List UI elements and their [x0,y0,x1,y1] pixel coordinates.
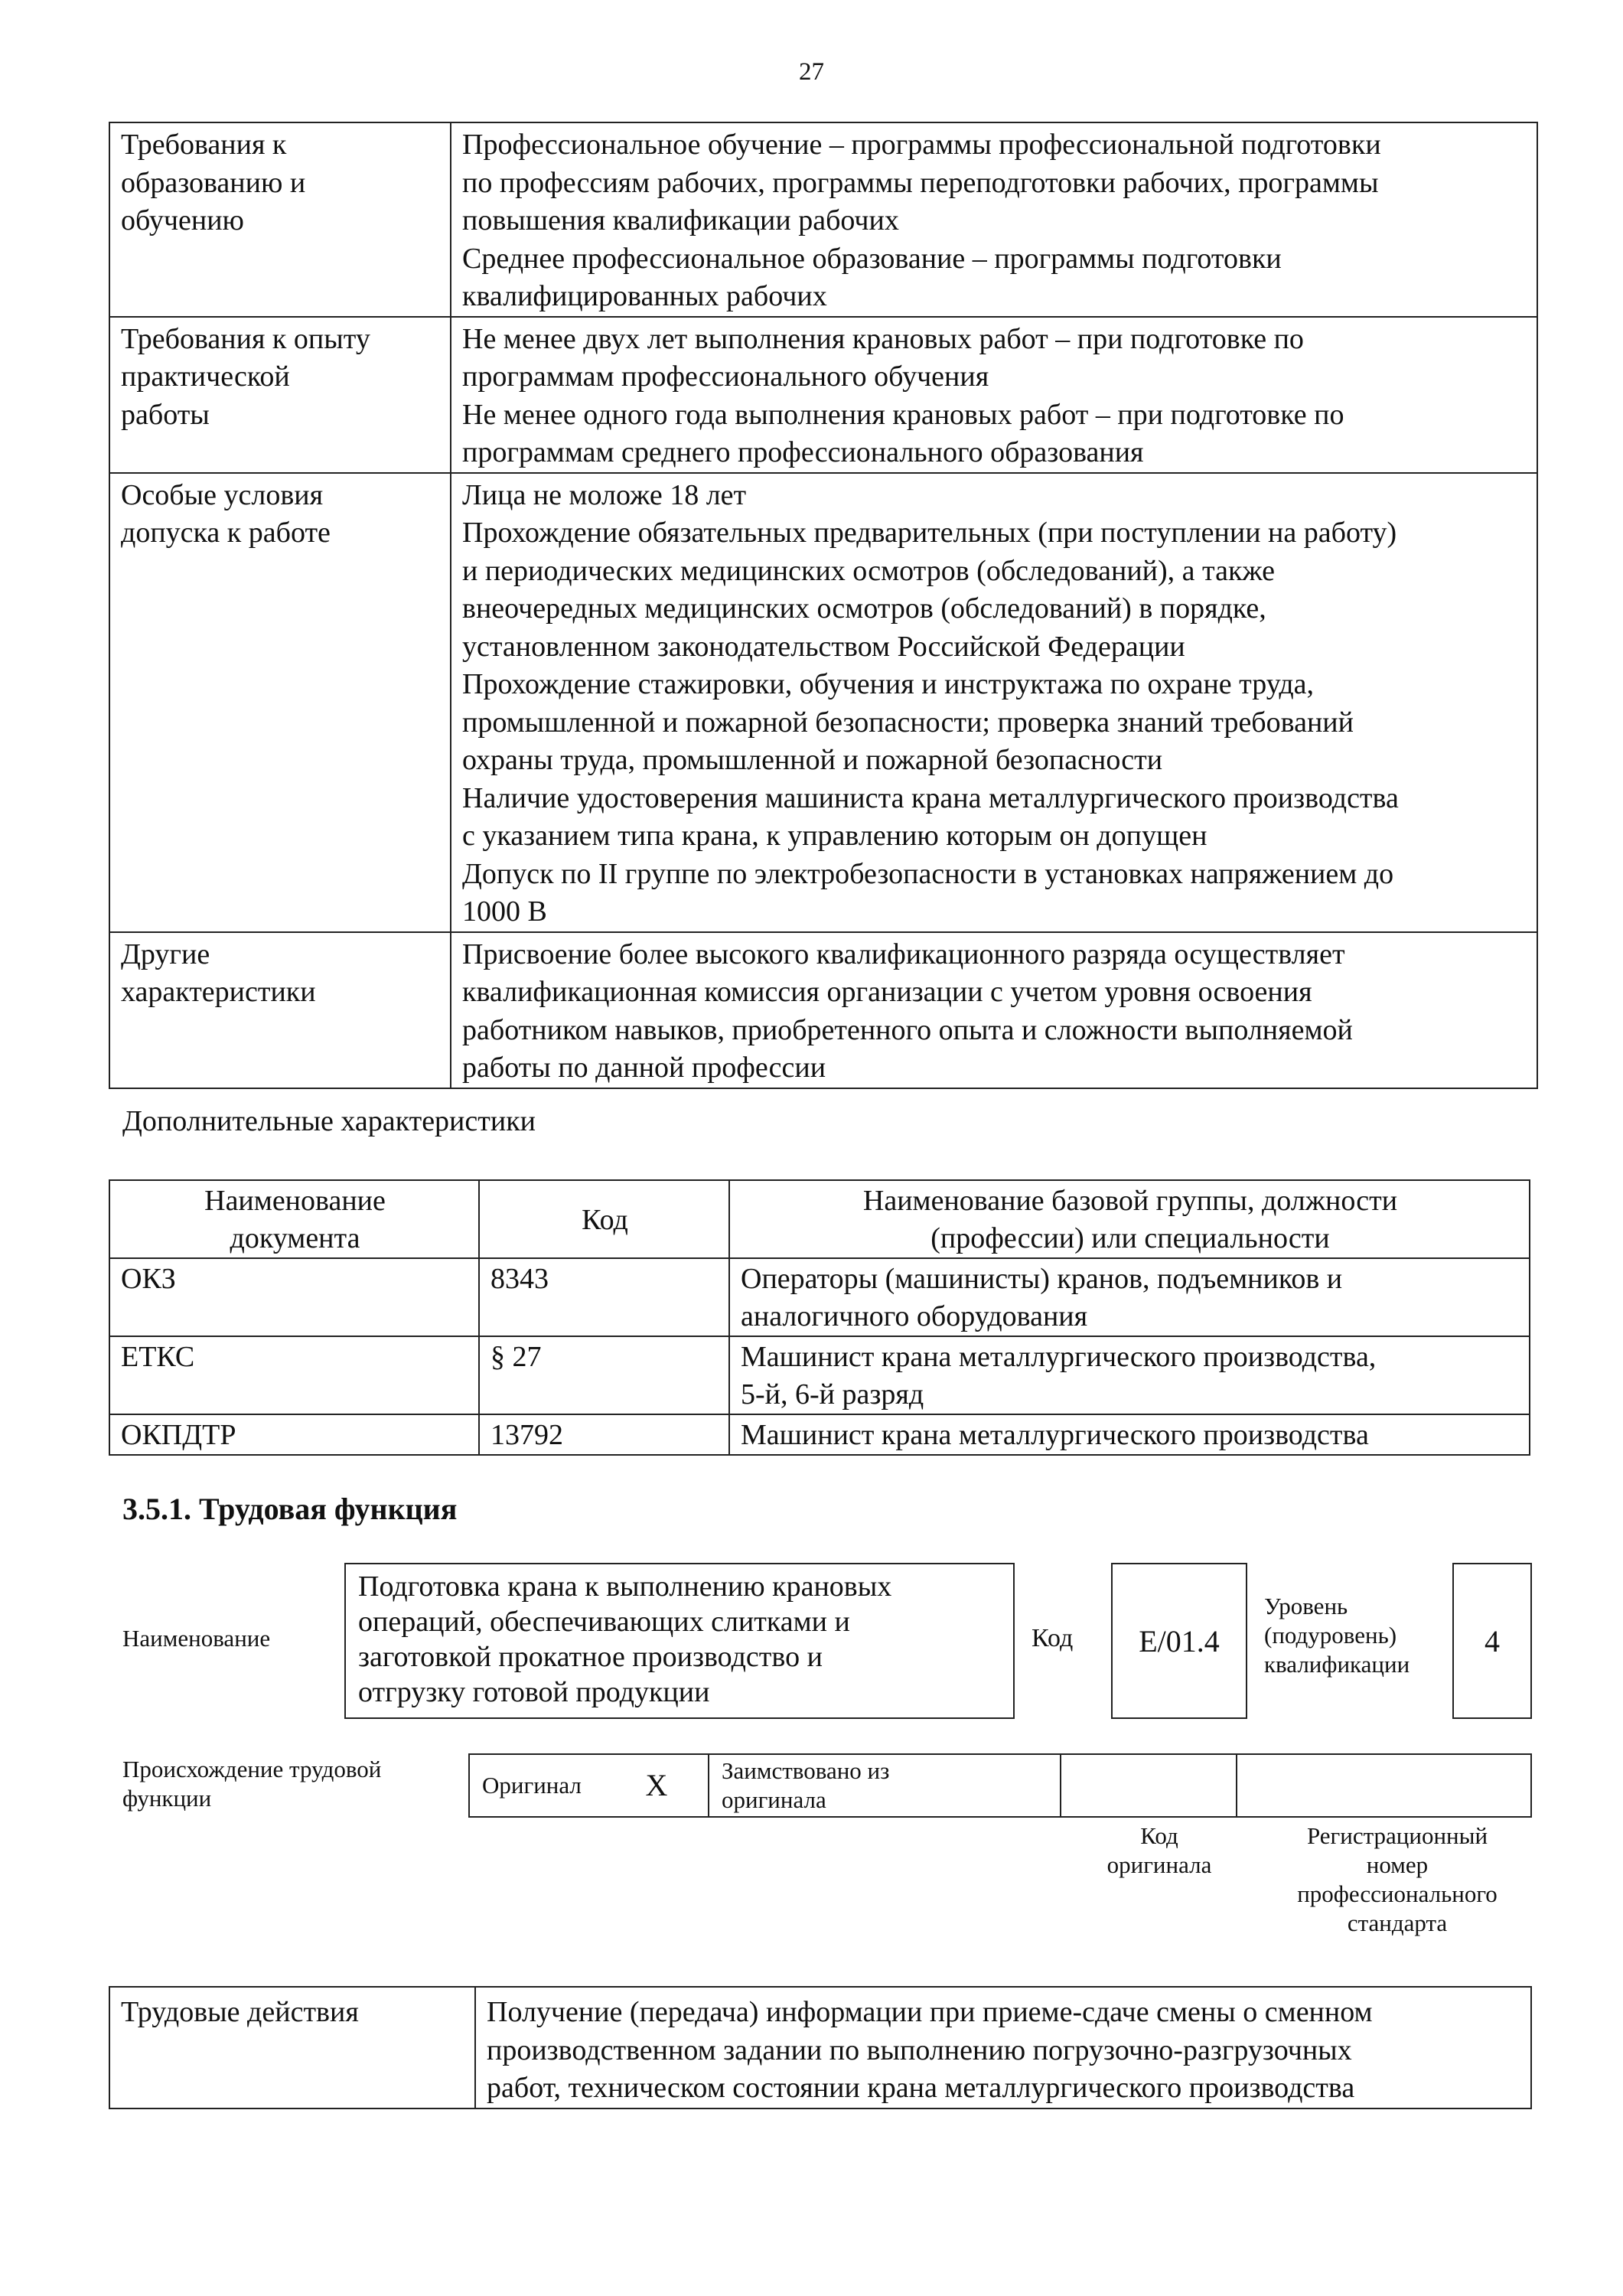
labour-actions-text: Получение (передача) информации при приеме-сдаче смены о сменном производственном задании по выполнению погрузочно-разгрузочных работ, техническом состоянии крана металлургического производства [475,1987,1531,2108]
table-header-row [109,1180,1530,1258]
qualification-level-value: 4 [1452,1563,1532,1719]
row-value: Профессиональное обучение – программы профессиональной подготовки по профессиям рабочих, программы переподготовки рабочих, программы повышения квалификации рабочих Среднее профессиональное образование – программы подготовки квалифицированных рабочих [451,122,1537,317]
row-label: Особые условия допуска к работе [109,473,451,932]
row-value: Лица не моложе 18 лет Прохождение обязательных предварительных (при поступлении на работу) и периодических медицинских осмотров (обследований), а также внеочередных медицинских осмотров (обследований) в порядке, установленном законодательством Российской Федерации Прохождение стажировки, обучения и инструктажа по охране труда, промышленной и пожарной безопасности; проверка знаний требований охраны труда, промышленной и пожарной безопасности Наличие удостоверения машиниста крана металлургического производства с указанием типа крана, к управлению которым он допущен Допуск по II группе по электробезопасности в установках напряжением до 1000 В [451,473,1537,932]
header-document: Наименование документа [109,1180,479,1258]
table-row [109,317,1537,473]
row-label: Требования к опыту практической работы [109,317,451,473]
table-row [109,473,1537,932]
labour-actions-table [109,1986,1532,2109]
origin-original-label: Оригинал [469,1754,605,1817]
row-value: Не менее двух лет выполнения крановых работ – при подготовке по программам профессионального обучения Не менее одного года выполнения крановых работ – при подготовке по программам среднего профессионального образования [451,317,1537,473]
function-code-label: Код [1031,1624,1074,1652]
row-value: Присвоение более высокого квалификационного разряда осуществляет квалификационная комиссия организации с учетом уровня освоения работником навыков, приобретенного опыта и сложности выполняемой работы по данной профессии [451,932,1537,1088]
section-heading: 3.5.1. Трудовая функция [122,1492,458,1526]
labour-actions-label: Трудовые действия [109,1987,475,2108]
registration-number-caption: Регистрационный номер профессионального стандарта [1297,1822,1498,1936]
table-row [109,122,1537,317]
page-number: 27 [799,58,824,86]
origin-code-caption: Код оригинала [1106,1822,1212,1878]
cell-code: § 27 [479,1336,729,1414]
origin-label: Происхождение трудовой функции [122,1756,382,1812]
row-label: Требования к образованию и обучению [109,122,451,317]
requirements-table [109,122,1538,1089]
section-caption: Дополнительные характеристики [122,1105,536,1137]
origin-borrowed-label: Заимствовано из оригинала [709,1754,1061,1817]
cell-code: 13792 [479,1414,729,1455]
function-code-value: E/01.4 [1111,1563,1247,1719]
cell-document: ЕТКС [109,1336,479,1414]
origin-mark: X [605,1754,709,1817]
table-row [109,1987,1531,2108]
cell-name: Машинист крана металлургического производства, 5-й, 6-й разряд [729,1336,1530,1414]
table-row [109,1414,1530,1455]
origin-code-cell [1061,1754,1237,1817]
table-row [109,1258,1530,1336]
cell-document: ОКЗ [109,1258,479,1336]
cell-document: ОКПДТР [109,1414,479,1455]
function-name-box: Подготовка крана к выполнению крановых операций, обеспечивающих слитками и заготовкой прокатное производство и отгрузку готовой продукции [344,1563,1015,1719]
row-label: Другие характеристики [109,932,451,1088]
table-row [109,1336,1530,1414]
qualification-level-label: Уровень (подуровень) квалификации [1264,1593,1410,1678]
function-name-label: Наименование [122,1625,271,1652]
header-code: Код [479,1180,729,1258]
cell-code: 8343 [479,1258,729,1336]
origin-table [468,1753,1532,1818]
additional-characteristics-table [109,1179,1530,1456]
cell-name: Операторы (машинисты) кранов, подъемников и аналогичного оборудования [729,1258,1530,1336]
cell-name: Машинист крана металлургического производства [729,1414,1530,1455]
table-row [469,1754,1531,1817]
table-row [109,932,1537,1088]
origin-reg-cell [1237,1754,1531,1817]
header-name: Наименование базовой группы, должности (профессии) или специальности [729,1180,1530,1258]
